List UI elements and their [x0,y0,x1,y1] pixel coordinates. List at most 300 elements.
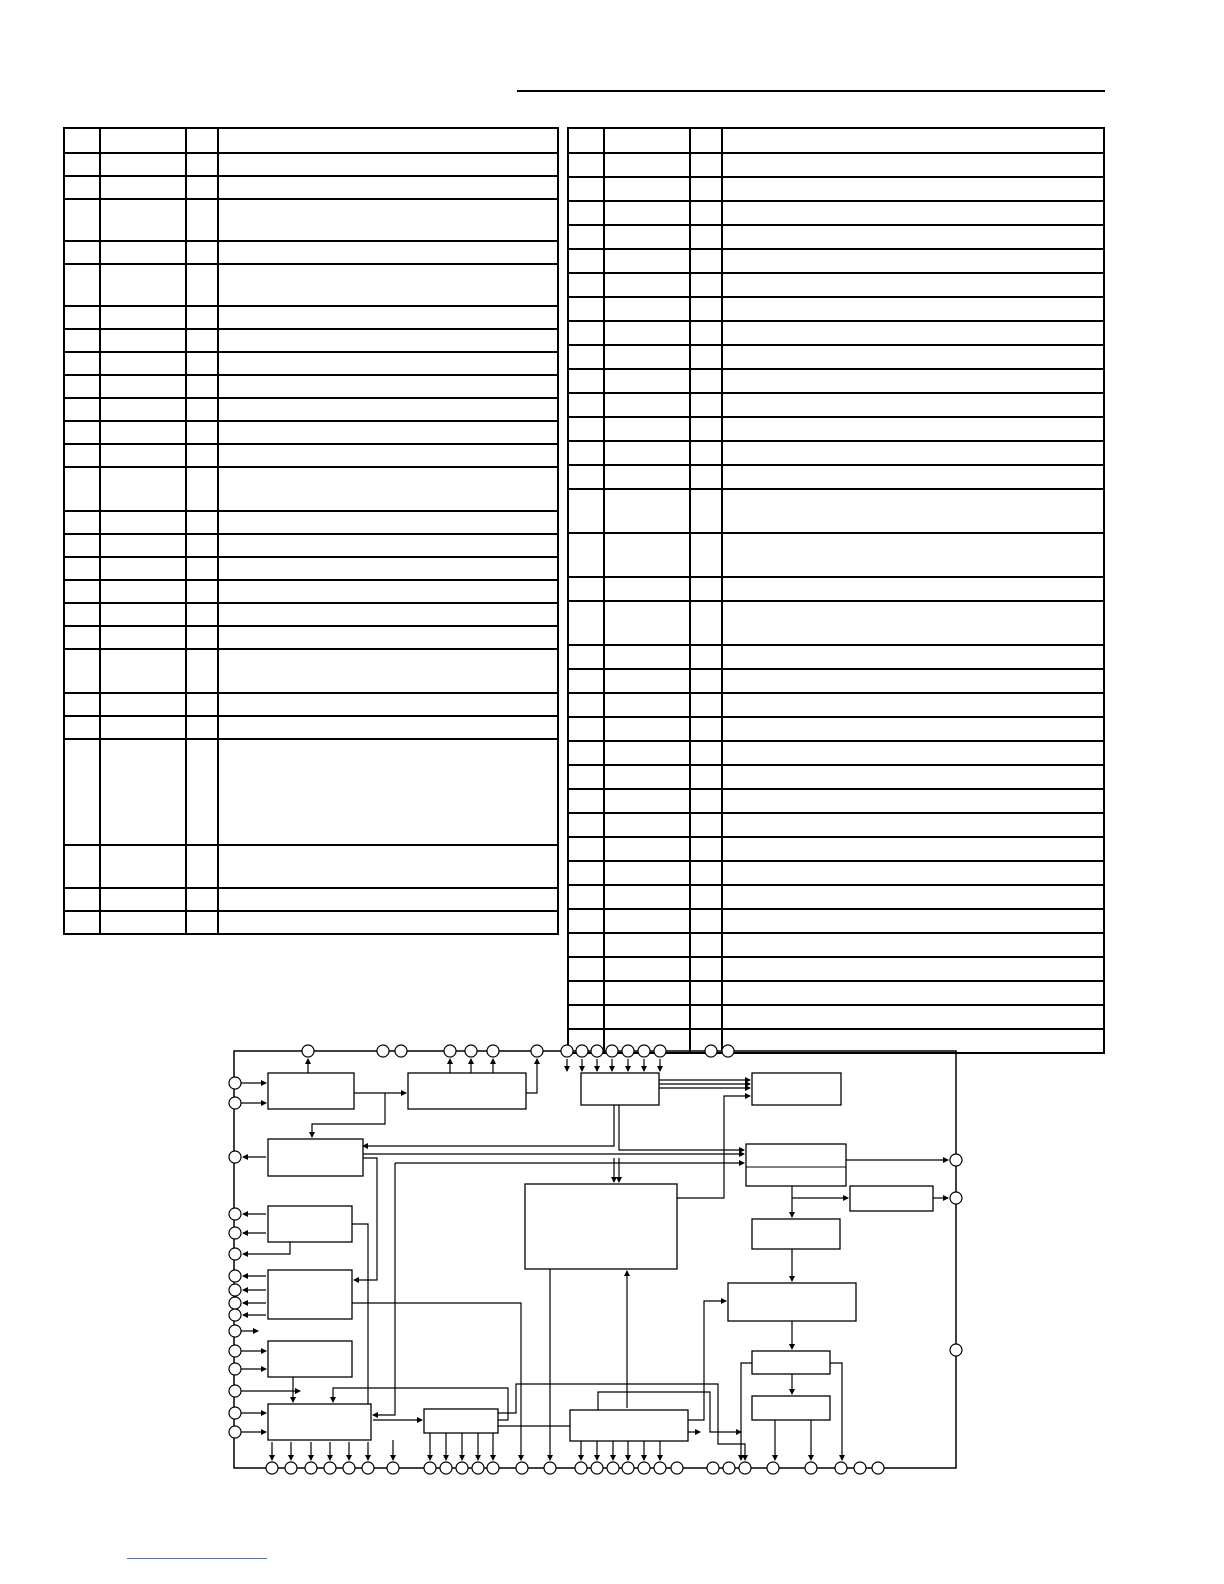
cell-function [218,888,558,911]
cell-pin [568,369,604,393]
pin-circle [229,1227,241,1239]
table-row [64,199,558,241]
cell-function [722,933,1104,957]
pin-circle [654,1045,666,1057]
cell-pin [64,199,100,241]
cell-io [690,909,722,933]
cell-name [100,128,186,153]
pin-circle [591,1045,603,1057]
cell-pin [568,345,604,369]
cell-io [690,177,722,201]
cell-pin [64,888,100,911]
cell-function [722,909,1104,933]
cell-function [218,557,558,580]
table-row [568,533,1104,577]
cell-function [218,580,558,603]
table-row [568,369,1104,393]
block [268,1073,354,1109]
cell-pin [64,603,100,626]
cell-io [690,693,722,717]
cell-pin [64,176,100,199]
cell-function [218,444,558,467]
cell-function [722,601,1104,645]
cell-function [722,465,1104,489]
cell-io [186,176,218,199]
cell-pin [568,393,604,417]
cell-function [218,241,558,264]
connection-line [688,1301,726,1420]
table-row [568,489,1104,533]
block [408,1073,526,1109]
cell-pin [64,580,100,603]
pin-circle [229,1426,241,1438]
table-row [64,845,558,888]
cell-pin [568,533,604,577]
cell-name [604,601,690,645]
cell-io [186,888,218,911]
cell-io [690,837,722,861]
cell-name [100,739,186,845]
cell-pin [64,649,100,693]
pin-circle [229,1345,241,1357]
cell-name [604,201,690,225]
cell-name [604,789,690,813]
cell-name [100,603,186,626]
table-row [568,909,1104,933]
cell-function [722,645,1104,669]
pin-circle [516,1462,528,1474]
cell-io [186,693,218,716]
cell-pin [64,739,100,845]
table-row [64,153,558,176]
cell-function [722,693,1104,717]
cell-pin [64,264,100,306]
pin-circle [854,1462,866,1474]
cell-name [604,645,690,669]
cell-name [100,649,186,693]
cell-function [722,741,1104,765]
cell-function [722,369,1104,393]
block-diagram [200,1035,980,1485]
cell-io [690,717,722,741]
table-row [568,153,1104,177]
cell-io [690,153,722,177]
cell-pin [64,557,100,580]
pin-circle [377,1045,389,1057]
cell-pin [568,225,604,249]
cell-io [186,603,218,626]
cell-io [186,375,218,398]
cell-io [690,249,722,273]
block [752,1351,830,1374]
cell-pin [568,128,604,153]
cell-io [186,421,218,444]
pin-circle [638,1462,650,1474]
cell-name [100,241,186,264]
table-row [568,669,1104,693]
cell-function [218,626,558,649]
cell-name [604,417,690,441]
pin-circle [835,1462,847,1474]
cell-function [722,128,1104,153]
table-row [568,273,1104,297]
table-row [64,467,558,511]
table-row [568,201,1104,225]
cell-pin [568,297,604,321]
cell-io [690,577,722,601]
table-row [64,580,558,603]
cell-name [100,444,186,467]
cell-pin [64,398,100,421]
cell-io [690,1005,722,1029]
table-row [64,626,558,649]
cell-pin [568,1005,604,1029]
cell-pin [64,153,100,176]
cell-io [186,352,218,375]
connection-line [741,1363,752,1460]
cell-name [604,345,690,369]
block [268,1139,363,1176]
pin-circle [723,1462,735,1474]
table-row [568,321,1104,345]
table-row [64,444,558,467]
pin-circle [705,1045,717,1057]
cell-function [722,249,1104,273]
cell-io [186,511,218,534]
cell-function [722,225,1104,249]
table-row [64,329,558,352]
cell-name [604,393,690,417]
table-row [64,241,558,264]
cell-name [604,669,690,693]
cell-io [690,741,722,765]
cell-io [690,645,722,669]
table-row [64,375,558,398]
cell-function [218,845,558,888]
table-row [64,693,558,716]
cell-function [218,649,558,693]
cell-pin [568,465,604,489]
cell-io [690,201,722,225]
table-row [568,765,1104,789]
cell-function [218,352,558,375]
cell-name [604,741,690,765]
cell-io [186,649,218,693]
pin-circle [575,1462,587,1474]
table-row [568,789,1104,813]
cell-io [690,789,722,813]
cell-io [186,199,218,241]
table-row [64,888,558,911]
block [752,1396,830,1420]
cell-pin [568,489,604,533]
cell-pin [568,273,604,297]
pin-circle [229,1284,241,1296]
cell-pin [64,306,100,329]
connection-line [830,1363,842,1460]
table-row [64,176,558,199]
cell-name [100,693,186,716]
table-row [64,421,558,444]
cell-function [722,297,1104,321]
cell-io [690,885,722,909]
cell-io [186,580,218,603]
cell-function [218,176,558,199]
cell-function [722,861,1104,885]
pin-circle [607,1462,619,1474]
cell-pin [64,693,100,716]
cell-function [218,398,558,421]
pin-circle [487,1045,499,1057]
pin-circle [229,1097,241,1109]
table-row [568,933,1104,957]
cell-pin [64,511,100,534]
cell-name [100,421,186,444]
table-row [64,649,558,693]
cell-name [100,306,186,329]
pin-circle [465,1045,477,1057]
table-row [568,177,1104,201]
pin-circle [387,1462,399,1474]
cell-name [604,957,690,981]
table-row [64,352,558,375]
cell-function [218,911,558,934]
table-row [568,861,1104,885]
table-row [568,249,1104,273]
table-row [568,441,1104,465]
cell-name [100,626,186,649]
cell-function [722,813,1104,837]
cell-function [218,716,558,739]
pin-table-left [63,127,559,935]
cell-pin [568,321,604,345]
cell-function [722,153,1104,177]
cell-function [722,533,1104,577]
cell-pin [568,601,604,645]
cell-io [186,444,218,467]
table-row [64,511,558,534]
block [728,1283,856,1321]
cell-io [690,933,722,957]
cell-io [690,417,722,441]
table-row [568,128,1104,153]
cell-function [218,739,558,845]
cell-name [604,489,690,533]
cell-pin [64,716,100,739]
cell-pin [568,813,604,837]
cell-name [100,467,186,511]
table-row [568,885,1104,909]
cell-io [186,716,218,739]
cell-name [604,693,690,717]
cell-pin [568,717,604,741]
cell-pin [568,153,604,177]
table-row [568,465,1104,489]
table-row [568,297,1104,321]
pin-table-right [567,127,1105,1054]
cell-function [722,885,1104,909]
cell-io [690,957,722,981]
table-row [568,1005,1104,1029]
cell-function [218,421,558,444]
cell-function [218,264,558,306]
cell-io [186,911,218,934]
cell-name [604,177,690,201]
pin-circle [576,1045,588,1057]
pin-circle [343,1462,355,1474]
cell-pin [568,909,604,933]
pin-circle [229,1363,241,1375]
pin-circle [229,1248,241,1260]
cell-io [186,329,218,352]
cell-pin [568,885,604,909]
cell-name [604,128,690,153]
table-row [568,417,1104,441]
table-row [64,557,558,580]
table-row [568,717,1104,741]
cell-io [690,225,722,249]
connection-line [363,1105,614,1146]
pin-circle [229,1407,241,1419]
cell-pin [568,789,604,813]
cell-pin [568,693,604,717]
cell-io [690,813,722,837]
cell-function [218,128,558,153]
cell-io [690,128,722,153]
cell-pin [568,249,604,273]
pin-circle [229,1077,241,1089]
cell-io [186,264,218,306]
pin-circle [591,1462,603,1474]
table-row [64,911,558,934]
cell-pin [568,577,604,601]
pin-circle [440,1462,452,1474]
cell-io [186,306,218,329]
pin-circle [424,1462,436,1474]
block [424,1409,498,1433]
cell-io [186,241,218,264]
cell-name [604,765,690,789]
pin-circle [739,1462,751,1474]
pin-circle [229,1385,241,1397]
pin-circle [622,1462,634,1474]
cell-name [100,534,186,557]
cell-name [100,264,186,306]
cell-name [604,369,690,393]
block [268,1341,352,1377]
cell-function [722,837,1104,861]
pin-circle [305,1462,317,1474]
cell-io [690,369,722,393]
cell-function [218,511,558,534]
cell-function [722,201,1104,225]
cell-pin [64,534,100,557]
block [581,1073,659,1105]
connection-line [526,1059,537,1093]
cell-name [604,533,690,577]
pin-circle [444,1045,456,1057]
cell-pin [568,741,604,765]
cell-name [100,580,186,603]
pin-circle [302,1045,314,1057]
table-row [568,601,1104,645]
connection-line [373,1163,395,1415]
cell-name [604,885,690,909]
pin-circle [950,1344,962,1356]
cell-pin [64,444,100,467]
cell-function [722,321,1104,345]
cell-pin [64,128,100,153]
cell-name [100,352,186,375]
cell-io [186,626,218,649]
cell-name [604,861,690,885]
table-row [64,534,558,557]
table-row [568,813,1104,837]
cell-function [722,393,1104,417]
pin-circle [472,1462,484,1474]
cell-function [218,467,558,511]
cell-name [100,911,186,934]
cell-name [604,321,690,345]
cell-function [218,603,558,626]
cell-pin [568,645,604,669]
table-row [64,264,558,306]
cell-function [722,669,1104,693]
pin-circle [229,1151,241,1163]
pin-circle [722,1045,734,1057]
table-row [64,603,558,626]
cell-name [100,557,186,580]
cell-function [722,489,1104,533]
cell-name [604,441,690,465]
pin-circle [285,1462,297,1474]
cell-name [100,511,186,534]
cell-pin [568,201,604,225]
cell-function [722,765,1104,789]
cell-name [604,273,690,297]
cell-io [690,273,722,297]
block [268,1404,371,1440]
cell-io [186,739,218,845]
cell-io [690,981,722,1005]
table-row [64,739,558,845]
table-row [64,306,558,329]
cell-function [722,717,1104,741]
cell-io [690,465,722,489]
cell-function [722,789,1104,813]
cell-pin [568,957,604,981]
block [268,1206,352,1242]
cell-name [604,577,690,601]
block [752,1219,840,1249]
cell-io [186,153,218,176]
pin-circle [229,1270,241,1282]
table-row [568,957,1104,981]
pin-circle [671,1462,683,1474]
cell-name [604,297,690,321]
table-row [568,693,1104,717]
cell-function [722,577,1104,601]
cell-function [722,981,1104,1005]
table-row [64,716,558,739]
block [746,1144,846,1186]
cell-pin [568,837,604,861]
table-row [568,225,1104,249]
cell-pin [64,421,100,444]
table-row [568,645,1104,669]
cell-pin [64,911,100,934]
cell-name [604,717,690,741]
